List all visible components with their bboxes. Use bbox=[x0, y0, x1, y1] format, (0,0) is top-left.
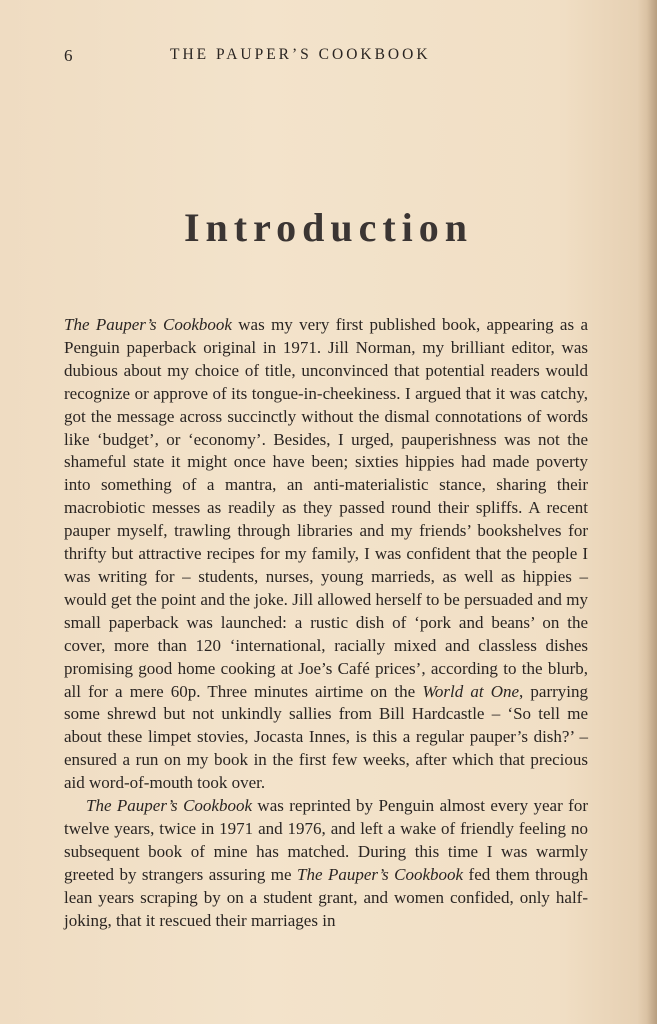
program-title-italic: World at One bbox=[422, 681, 520, 701]
paragraph bbox=[64, 314, 588, 795]
text-span: , parrying some shrewd but not unkindly sallies from Bill Hardcastle – ‘So tell me about these limpet stovies, Jocasta Innes, is this a regular pauper’s dish?’ – ensured a run on my book in the first few weeks, after which that precious aid word-of-mouth took over. bbox=[64, 681, 588, 793]
running-head: THE PAUPER’S COOKBOOK bbox=[170, 46, 431, 63]
text-span: fed them through lean years scraping by on a student grant, and women confided, only half-joking, that it rescued their marriages in bbox=[64, 864, 588, 930]
page-edge-shadow bbox=[647, 0, 657, 1024]
page-number: 6 bbox=[64, 46, 74, 65]
paragraph bbox=[64, 795, 588, 932]
text-span: was my very first published book, appearing as a Penguin paperback original in 1971. Jill Norman, my brilliant editor, was dubious about my choice of title, unconvinced that potential readers would recognize or approve of its tongue-in-cheekiness. I argued that it was catchy, got the message across succinctly without the dismal connotations of words like ‘budget’, or ‘economy’. Besides, I urged, pauperishness was not the shameful state it might once have been; sixties hippies had made poverty into something of a mantra, an anti-materialistic stance, sharing their macrobiotic messes as readily as they passed round their spliffs. A recent pauper myself, trawling through libraries and my friends’ bookshelves for thrifty but attractive recipes for my family, I was confident that the people I was writing for – students, nurses, young marrieds, as well as hippies – would get the point and the joke. Jill allowed herself to be persuaded and my small paperback was launched: a rustic dish of ‘pork and beans’ on the cover, more than 120 ‘international, racially mixed and classless dishes promising good home cooking at Joe’s Café prices’, according to the blurb, all for a mere 60p. Three minutes airtime on the bbox=[64, 315, 588, 701]
text-span: was reprinted by Penguin almost every year for twelve years, twice in 1971 and 1976, and left a wake of friendly feeling no subsequent book of mine has matched. During this time I was warmly greeted by strangers assuring me bbox=[64, 796, 588, 884]
book-title-italic: The Pauper’s Cookbook bbox=[297, 864, 464, 884]
chapter-title: Introduction bbox=[183, 205, 474, 250]
body-text bbox=[64, 314, 588, 932]
book-title-italic: The Pauper’s Cookbook bbox=[64, 315, 232, 334]
book-title-italic: The Pauper’s Cookbook bbox=[86, 796, 253, 816]
